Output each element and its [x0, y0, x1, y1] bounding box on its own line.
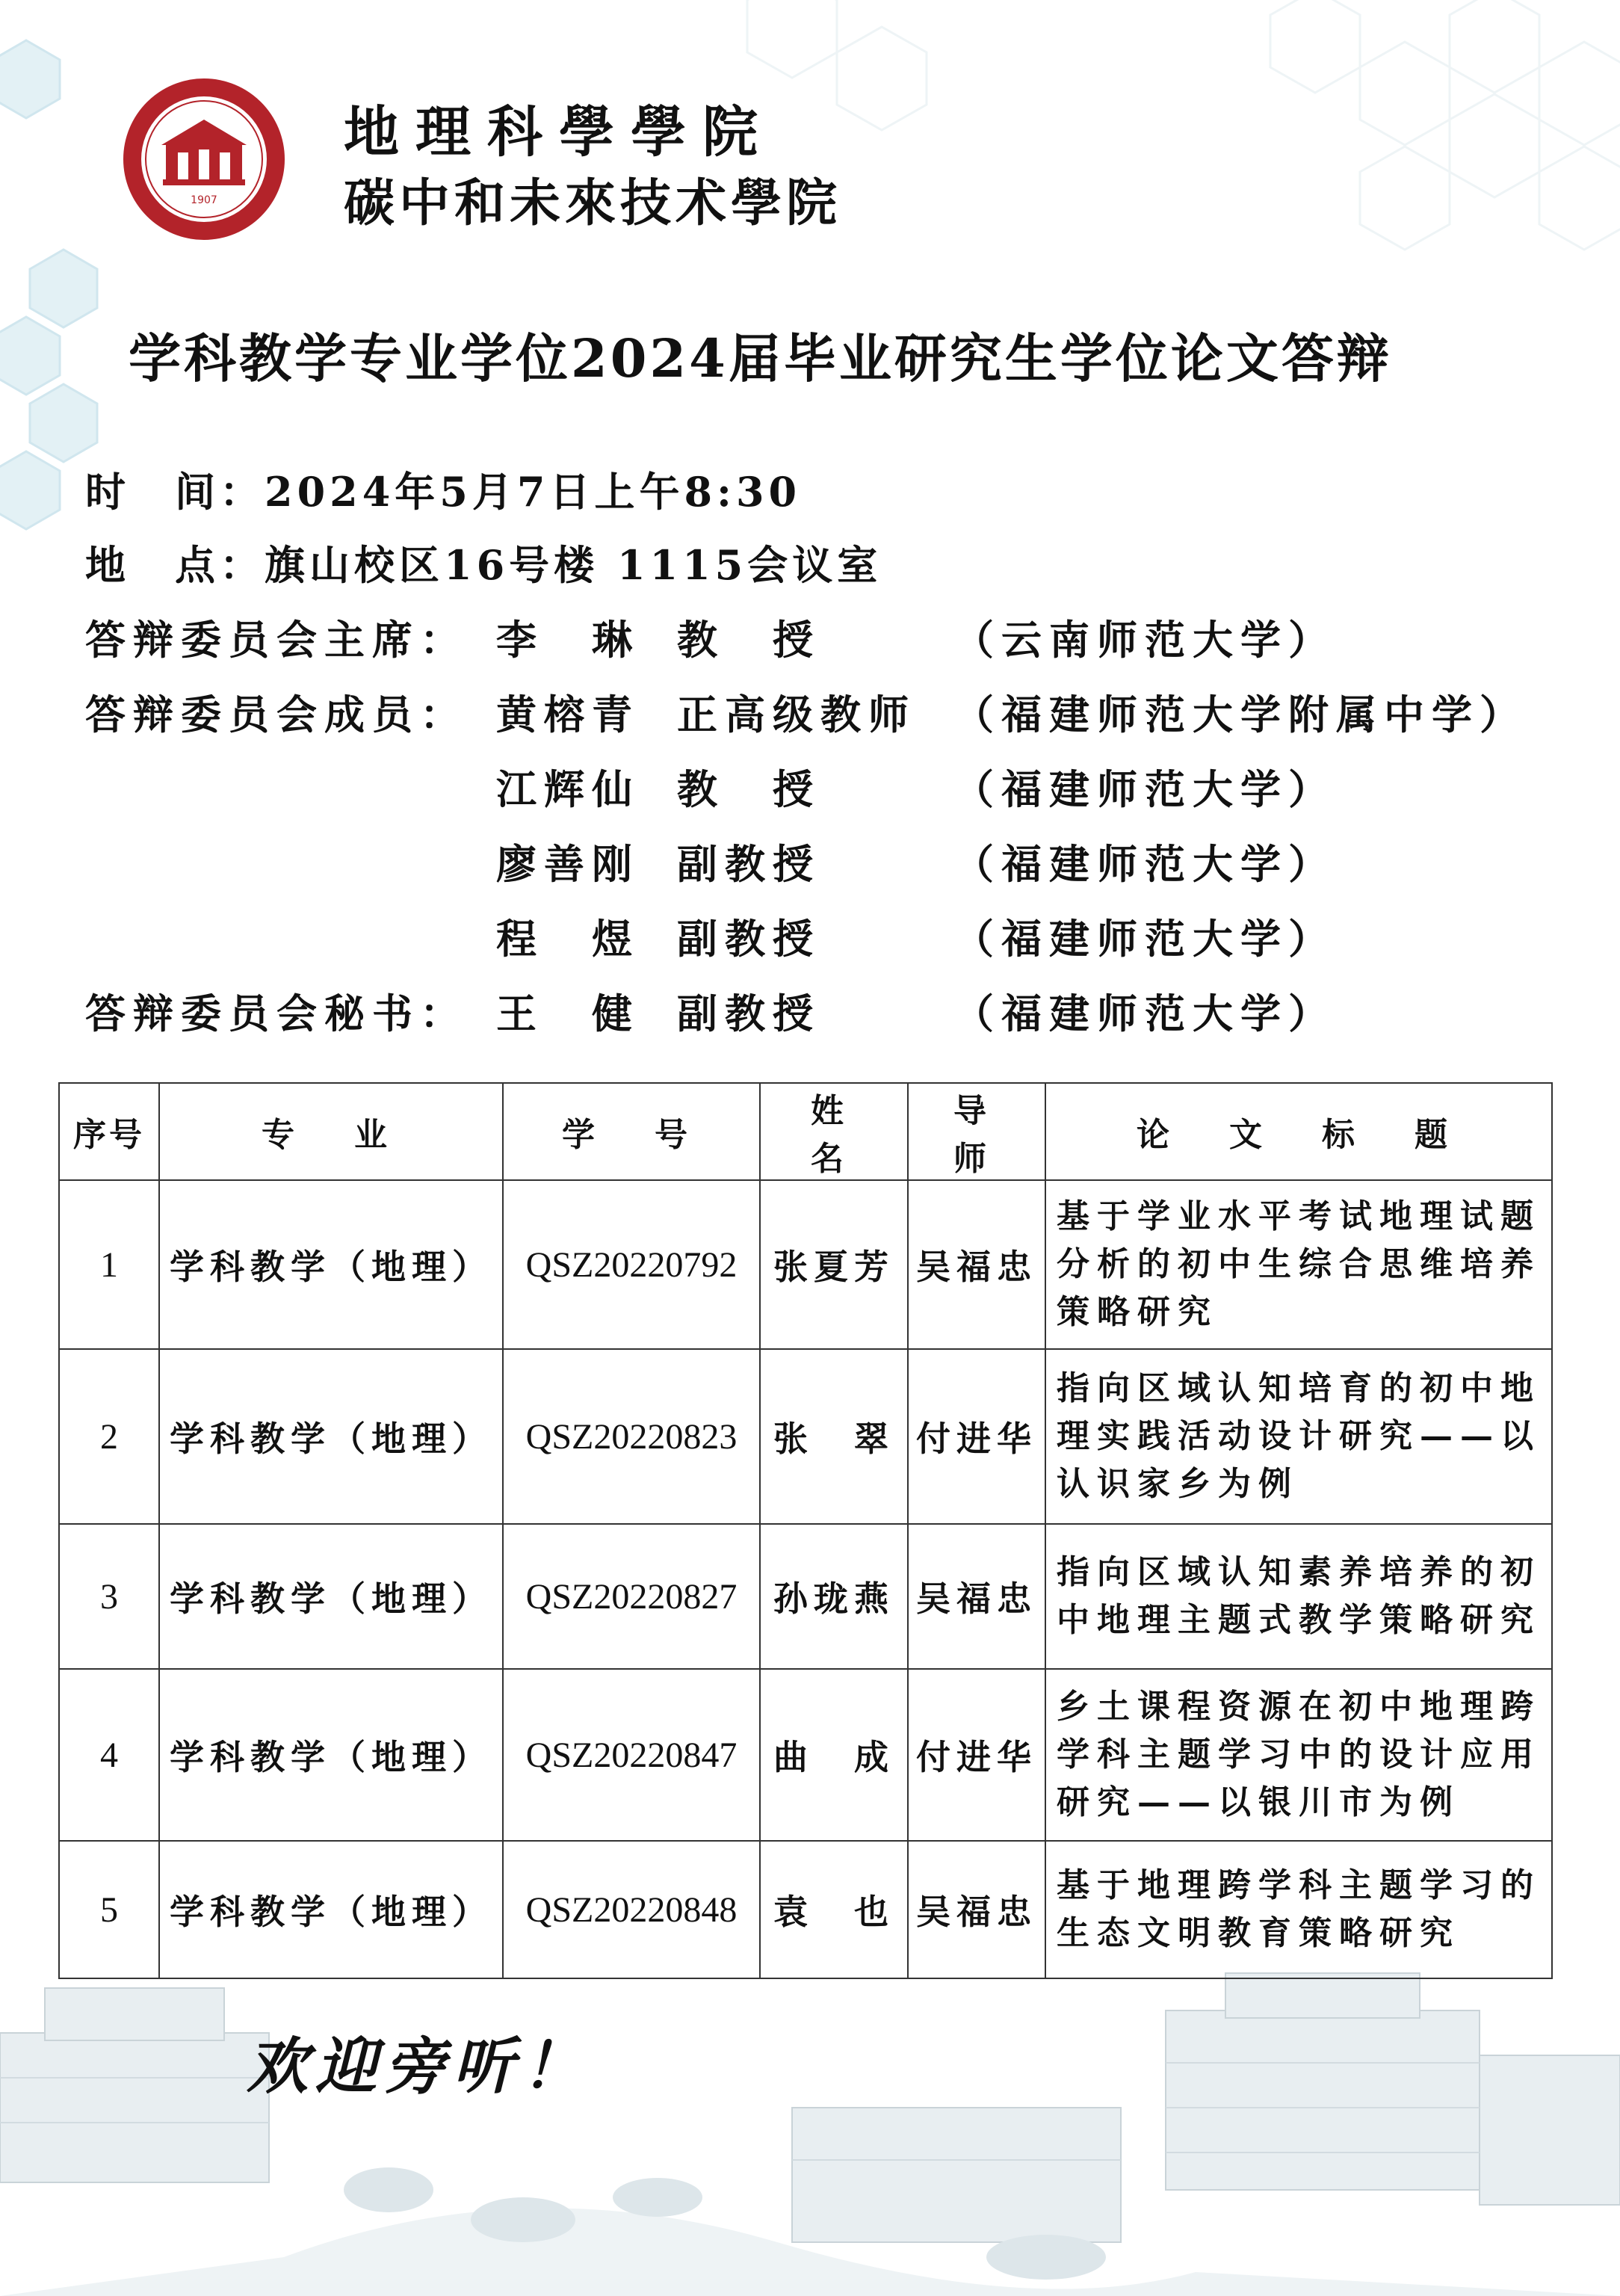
table-row — [59, 1349, 1552, 1524]
committee-affiliation: （福建师范大学） — [953, 765, 1336, 813]
committee-name: 黄榕青 — [496, 691, 640, 738]
major-cell: 学科教学（地理） — [159, 1841, 503, 1978]
committee-name: 王 健 — [496, 990, 640, 1037]
column-header: 学 号 — [503, 1083, 760, 1180]
major-cell: 学科教学（地理） — [159, 1669, 503, 1841]
time-label: 时 间： — [85, 468, 265, 516]
committee-title: 教 授 — [677, 616, 820, 664]
committee-affiliation: （福建师范大学附属中学） — [953, 691, 1527, 738]
committee-affiliation: （福建师范大学） — [953, 840, 1336, 888]
table-row — [59, 1669, 1552, 1841]
column-header: 姓 名 — [760, 1083, 908, 1180]
table-row — [59, 1180, 1552, 1349]
college-subtitle: 碳中和未來技术學院 — [344, 174, 842, 233]
committee-title: 副教授 — [677, 915, 820, 963]
advisor-cell: 吴福忠 — [908, 1524, 1045, 1669]
row-number: 5 — [59, 1841, 159, 1978]
committee-title: 副教授 — [677, 990, 820, 1037]
committee-affiliation: （云南师范大学） — [953, 616, 1336, 664]
student-id-cell: QSZ20220847 — [503, 1669, 760, 1841]
committee-affiliation: （福建师范大学） — [953, 990, 1336, 1037]
advisor-cell: 吴福忠 — [908, 1180, 1045, 1349]
committee-title: 副教授 — [677, 840, 820, 888]
place-value: 旗山校区16号楼 1115会议室 — [265, 541, 882, 589]
committee-name: 李 琳 — [496, 616, 640, 664]
thesis-title-cell: 指向区域认知培育的初中地理实践活动设计研究——以认识家乡为例 — [1045, 1349, 1552, 1524]
major-cell: 学科教学（地理） — [159, 1524, 503, 1669]
table-row — [59, 1841, 1552, 1978]
thesis-title-cell: 指向区域认知素养培养的初中地理主题式教学策略研究 — [1045, 1524, 1552, 1669]
committee-title: 教 授 — [677, 765, 820, 813]
student-name-cell: 曲 成 — [760, 1669, 908, 1841]
svg-text:1907: 1907 — [191, 194, 217, 206]
committee-role: 答辩委员会主席： — [85, 616, 468, 664]
advisor-cell: 付进华 — [908, 1349, 1045, 1524]
time-value: 2024年5月7日上午8:30 — [265, 468, 802, 516]
place-label: 地 点： — [85, 541, 265, 589]
column-header: 专 业 — [159, 1083, 503, 1180]
row-number: 4 — [59, 1669, 159, 1841]
major-cell: 学科教学（地理） — [159, 1349, 503, 1524]
student-name-cell: 孙珑燕 — [760, 1524, 908, 1669]
student-name-cell: 张 翠 — [760, 1349, 908, 1524]
campus-sketch-background — [0, 1943, 1620, 2296]
thesis-title-cell: 基于学业水平考试地理试题分析的初中生综合思维培养策略研究 — [1045, 1180, 1552, 1349]
committee-name: 江辉仙 — [496, 765, 640, 813]
place-row — [85, 534, 882, 591]
column-header: 导 师 — [908, 1083, 1045, 1180]
student-name-cell: 袁 也 — [760, 1841, 908, 1978]
committee-role: 答辩委员会成员： — [85, 691, 468, 738]
major-cell: 学科教学（地理） — [159, 1180, 503, 1349]
student-id-cell: QSZ20220823 — [503, 1349, 760, 1524]
table-row — [59, 1524, 1552, 1669]
advisor-cell: 付进华 — [908, 1669, 1045, 1841]
table-header-row — [59, 1083, 1552, 1180]
committee-name: 程 煜 — [496, 915, 640, 963]
committee-affiliation: （福建师范大学） — [953, 915, 1336, 963]
time-row — [85, 460, 801, 518]
row-number: 2 — [59, 1349, 159, 1524]
column-header: 论 文 标 题 — [1045, 1083, 1552, 1180]
college-name: 地理科學學院 — [344, 100, 774, 164]
page-title: 学科教学专业学位2024届毕业研究生学位论文答辩 — [129, 327, 1392, 389]
column-header: 序号 — [59, 1083, 159, 1180]
student-name-cell: 张夏芳 — [760, 1180, 908, 1349]
committee-name: 廖善刚 — [496, 840, 640, 888]
defense-schedule-table — [58, 1082, 1553, 1979]
row-number: 1 — [59, 1180, 159, 1349]
committee-title: 正高级教师 — [677, 691, 916, 738]
row-number: 3 — [59, 1524, 159, 1669]
student-id-cell: QSZ20220848 — [503, 1841, 760, 1978]
committee-role: 答辩委员会秘书： — [85, 990, 468, 1037]
advisor-cell: 吴福忠 — [908, 1841, 1045, 1978]
university-seal-logo — [120, 75, 288, 244]
welcome-message: 欢迎旁听！ — [247, 2031, 590, 2102]
thesis-title-cell: 乡土课程资源在初中地理跨学科主题学习中的设计应用研究——以银川市为例 — [1045, 1669, 1552, 1841]
student-id-cell: QSZ20220827 — [503, 1524, 760, 1669]
student-id-cell: QSZ20220792 — [503, 1180, 760, 1349]
thesis-title-cell: 基于地理跨学科主题学习的生态文明教育策略研究 — [1045, 1841, 1552, 1978]
